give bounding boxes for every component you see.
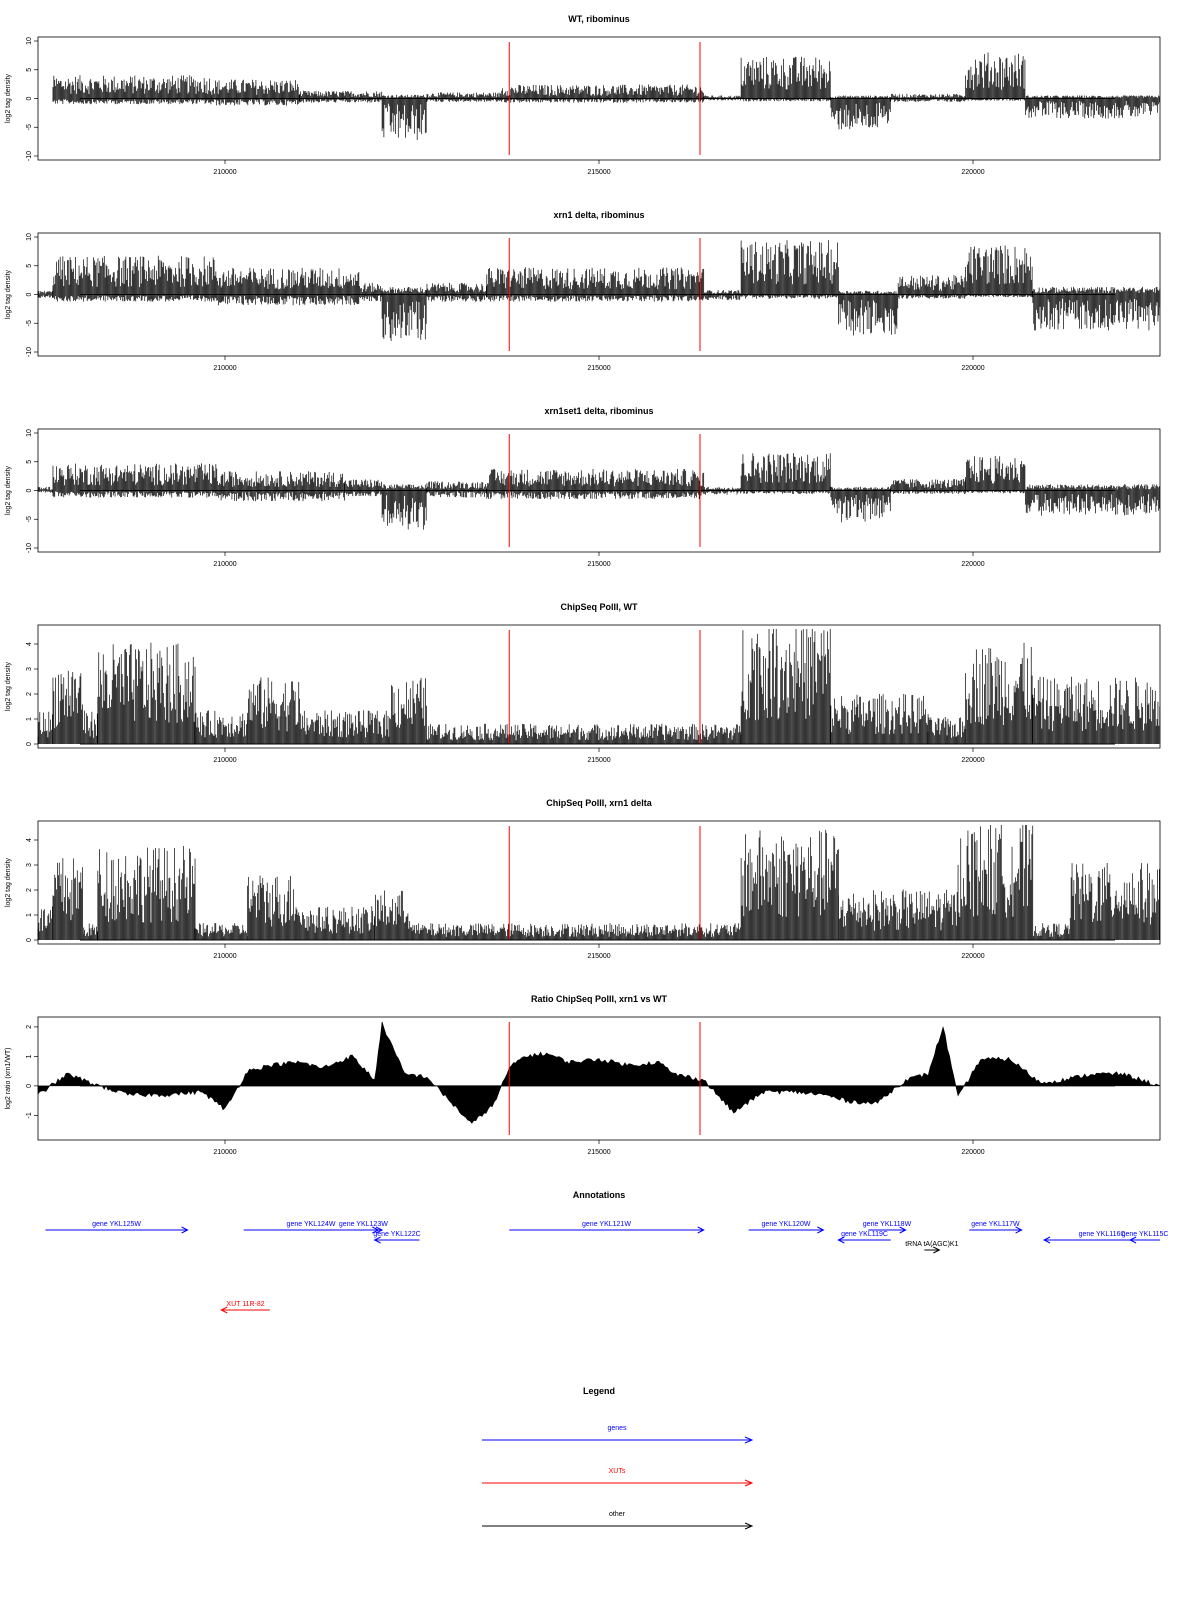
x-tick-label: 220000 (961, 953, 985, 960)
chart-panel-2 (5, 210, 1160, 372)
annotation-feature (749, 1221, 824, 1233)
annotation-feature (45, 1221, 187, 1233)
panel-title: xrn1 delta, ribominus (553, 210, 645, 220)
x-tick-label: 210000 (213, 953, 237, 960)
feature-label: gene YKL119C (841, 1231, 888, 1238)
legend-item (482, 1425, 752, 1443)
x-tick-label: 220000 (961, 169, 985, 176)
chart-panel-4 (5, 602, 1160, 764)
feature-label: gene YKL116C (1078, 1231, 1126, 1238)
feature-label: gene YKL118W (862, 1221, 912, 1228)
y-tick-label: 10 (26, 37, 33, 45)
x-tick-label: 220000 (961, 757, 985, 764)
y-tick-label: 1 (26, 717, 33, 721)
annotation-feature (373, 1231, 420, 1243)
annotation-feature (221, 1301, 270, 1313)
annotation-feature (905, 1241, 958, 1253)
y-tick-label: 0 (26, 292, 33, 297)
y-tick-label: 0 (26, 1083, 33, 1088)
chart-panel-1 (5, 14, 1160, 176)
annotation-feature (1122, 1231, 1169, 1243)
x-tick-label: 215000 (587, 561, 611, 568)
y-tick-label: 5 (26, 459, 33, 464)
y-axis-label: log2 ratio (xrn1/WT) (5, 1047, 12, 1110)
y-tick-label: -10 (26, 150, 33, 162)
feature-label: gene YKL117W (971, 1221, 1020, 1228)
x-tick-label: 210000 (213, 365, 237, 372)
y-axis-label: log2 tag density (5, 269, 12, 320)
y-tick-label: -5 (26, 516, 33, 523)
data-marks (53, 53, 1160, 140)
y-tick-label: 1 (26, 1054, 33, 1059)
legend-label: other (609, 1511, 625, 1518)
y-tick-label: 0 (26, 96, 33, 101)
annotation-feature (509, 1221, 703, 1233)
y-tick-label: 4 (26, 642, 33, 646)
annotation-feature (838, 1231, 890, 1243)
y-tick-label: 10 (26, 233, 33, 241)
y-tick-label: -5 (26, 320, 33, 327)
legend-panel (482, 1386, 752, 1529)
y-tick-label: 4 (26, 838, 33, 842)
legend-title: Legend (582, 1386, 616, 1396)
chart-panel-3 (5, 406, 1160, 568)
panel-title: WT, ribominus (568, 14, 630, 24)
y-axis-label: log2 tag density (5, 661, 12, 712)
x-tick-label: 210000 (213, 1149, 237, 1156)
data-marks (38, 240, 1160, 341)
annotations-title: Annotations (572, 1190, 626, 1200)
data-marks (38, 825, 1159, 940)
x-tick-label: 215000 (587, 169, 611, 176)
data-marks (38, 1022, 1160, 1123)
x-tick-label: 215000 (587, 1149, 611, 1156)
y-tick-label: 5 (26, 67, 33, 72)
x-tick-label: 220000 (961, 561, 985, 568)
plot-frame (38, 821, 1160, 944)
annotation-feature (969, 1221, 1021, 1233)
x-tick-label: 215000 (587, 365, 611, 372)
x-tick-label: 220000 (961, 365, 985, 372)
y-tick-label: 0 (26, 938, 33, 942)
panel-title: ChipSeq PolII, WT (560, 602, 638, 612)
feature-label: XUT 11R-82 (226, 1301, 265, 1308)
legend-label: XUTs (608, 1468, 626, 1475)
chart-panel-6 (5, 994, 1160, 1156)
legend-item (482, 1468, 752, 1486)
y-tick-label: -1 (26, 1112, 33, 1119)
feature-label: tRNA tA(AGC)K1 (905, 1241, 959, 1248)
x-tick-label: 215000 (587, 757, 611, 764)
chart-panel-5 (5, 798, 1160, 960)
feature-label: gene YKL121W (582, 1221, 631, 1228)
y-tick-label: 2 (26, 888, 33, 892)
feature-label: gene YKL123W (338, 1221, 388, 1228)
x-tick-label: 210000 (213, 561, 237, 568)
x-tick-label: 220000 (961, 1149, 985, 1156)
y-axis-label: log2 tag density (5, 73, 12, 124)
y-tick-label: -10 (26, 346, 33, 358)
y-tick-label: 10 (26, 429, 33, 437)
y-axis-label: log2 tag density (5, 857, 12, 908)
x-tick-label: 210000 (213, 757, 237, 764)
feature-label: gene YKL124W (286, 1221, 336, 1228)
y-tick-label: 2 (26, 692, 33, 696)
feature-label: gene YKL120W (761, 1221, 811, 1228)
legend-label: genes (607, 1425, 627, 1432)
y-tick-label: 0 (26, 742, 33, 746)
data-marks (38, 453, 1159, 530)
feature-label: gene YKL115C (1121, 1231, 1169, 1238)
annotations-panel (45, 1190, 1168, 1313)
feature-label: gene YKL122C (373, 1231, 421, 1238)
x-tick-label: 210000 (213, 169, 237, 176)
panel-title: xrn1set1 delta, ribominus (544, 406, 654, 416)
y-tick-label: 1 (26, 913, 33, 917)
y-tick-label: -5 (26, 124, 33, 131)
panel-title: ChipSeq PolII, xrn1 delta (546, 798, 652, 808)
y-tick-label: 3 (26, 863, 33, 867)
y-tick-label: 0 (26, 488, 33, 493)
y-tick-label: 3 (26, 667, 33, 671)
y-tick-label: -10 (26, 542, 33, 554)
legend-item (482, 1511, 752, 1529)
y-tick-label: 2 (26, 1024, 33, 1029)
y-axis-label: log2 tag density (5, 465, 12, 516)
x-tick-label: 215000 (587, 953, 611, 960)
y-tick-label: 5 (26, 263, 33, 268)
data-marks (38, 629, 1160, 744)
feature-label: gene YKL125W (92, 1221, 142, 1228)
ratio-area (38, 1022, 1160, 1123)
panel-title: Ratio ChipSeq PolII, xrn1 vs WT (530, 994, 668, 1004)
